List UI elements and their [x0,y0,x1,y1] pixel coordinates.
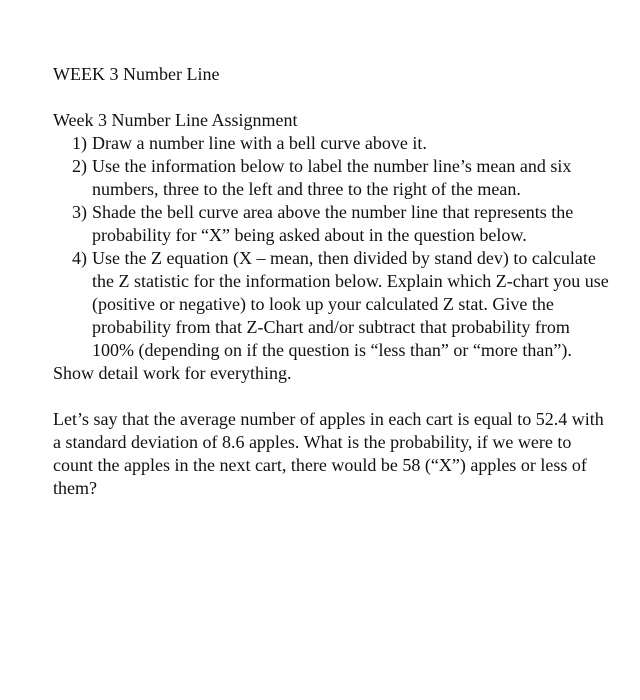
document-page [53,63,613,500]
instruction-text: Show detail work for everything. [53,363,292,383]
assignment-title: Week 3 Number Line Assignment [53,110,298,130]
step-text: Shade the bell curve area above the number line that represents the probability for “X” being asked about in the question below. [92,202,574,245]
assignment-step [72,132,613,155]
step-text: Use the information below to label the number line’s mean and six numbers, three to the left and three to the right of the mean. [92,156,572,199]
step-number: 3) [72,202,87,222]
step-text: Use the Z equation (X – mean, then divided by stand dev) to calculate the Z statistic for the information below. Explain which Z-chart you use (positive or negative) to look up your calculated Z stat. Give the probability from that Z-Chart and/or subtract that probability from 100% (depending on if the question is “less than” or “more than”). [92,248,609,360]
step-text: Draw a number line with a bell curve above it. [92,133,427,153]
problem-text: Let’s say that the average number of apples in each cart is equal to 52.4 with a standard deviation of 8.6 apples. What is the probability, if we were to count the apples in the next cart, there would be 58 (“X”) apples or less of them? [53,409,604,498]
step-number: 1) [72,133,87,153]
assignment-step [72,247,613,362]
document-heading: WEEK 3 Number Line [53,64,220,84]
assignment-step [72,155,613,201]
step-number: 2) [72,156,87,176]
assignment-steps-list [53,132,613,362]
assignment-step [72,201,613,247]
step-number: 4) [72,248,87,268]
